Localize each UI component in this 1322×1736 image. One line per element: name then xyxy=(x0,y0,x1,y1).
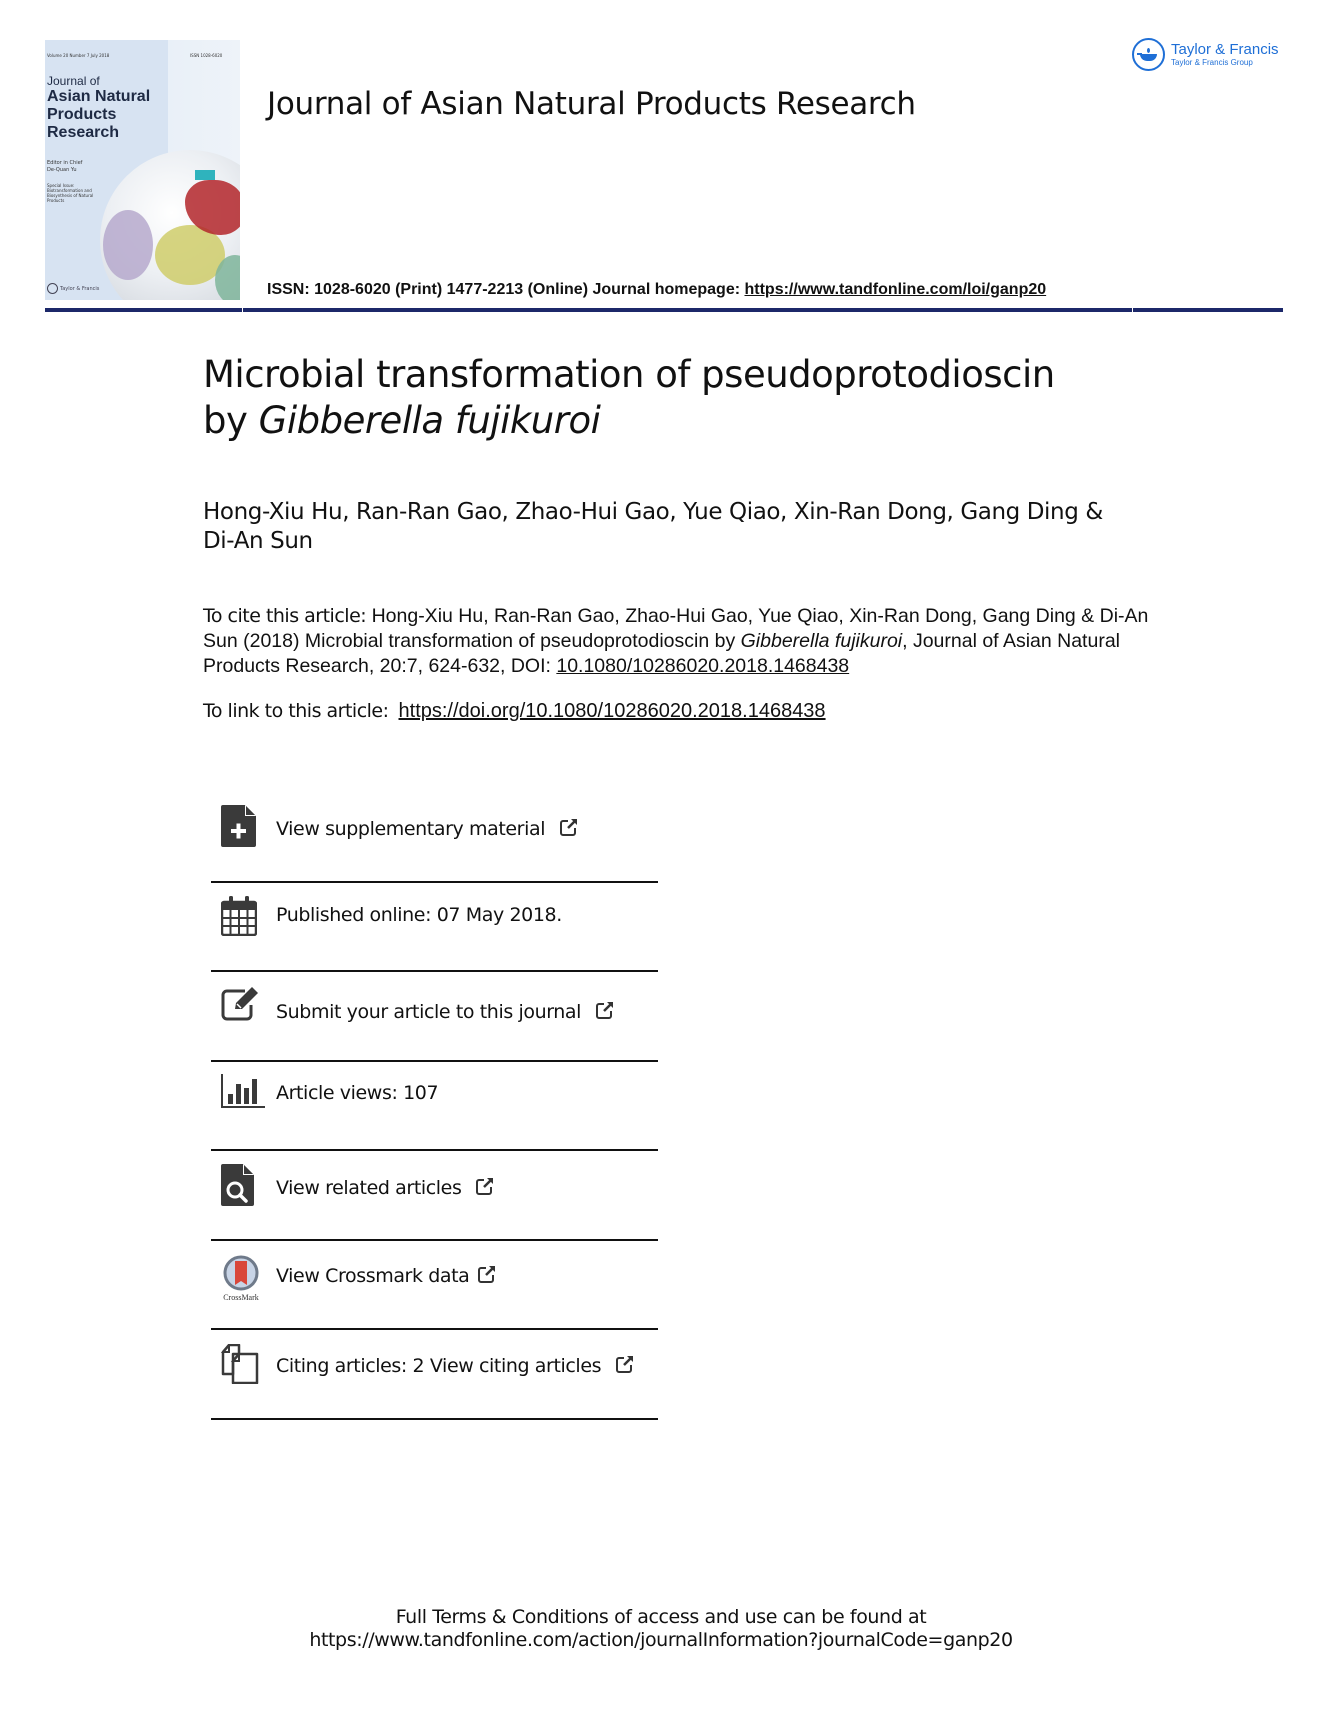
meta-item-views xyxy=(211,1074,658,1124)
external-link-icon xyxy=(615,1354,635,1374)
cover-ligand-cyan xyxy=(195,170,215,180)
publisher-name: Taylor & Francis xyxy=(1171,41,1279,58)
cover-publisher-logo xyxy=(47,283,99,294)
meta-label-text: Submit your article to this journal xyxy=(276,1001,582,1023)
meta-item-related[interactable] xyxy=(211,1164,658,1214)
meta-label-text: View related articles xyxy=(276,1177,462,1199)
meta-label[interactable] xyxy=(276,1176,495,1199)
divider xyxy=(211,881,658,883)
cover-title-line1: Journal of xyxy=(47,74,100,88)
citation-label: To cite this article: xyxy=(203,605,367,627)
cover-editor-label: Editor in Chief xyxy=(47,160,83,166)
rule-gap xyxy=(242,308,243,312)
citation-text-2: , Journal of Asian Natural Products Research, 20:7, 624-632, DOI: xyxy=(203,630,1120,677)
meta-item-citing[interactable] xyxy=(211,1344,658,1394)
external-link-icon xyxy=(559,817,579,837)
cover-publisher-icon xyxy=(47,283,58,294)
cover-editor-name: De-Quan Yu xyxy=(47,167,77,173)
meta-item-submit[interactable] xyxy=(211,985,658,1035)
external-link-icon xyxy=(595,1000,615,1020)
edit-icon xyxy=(221,985,261,1021)
divider xyxy=(211,1418,658,1420)
divider xyxy=(211,1149,658,1151)
article-title-species: Gibberella fujikuroi xyxy=(258,399,601,442)
header-rule xyxy=(45,308,1283,312)
rule-gap xyxy=(1132,308,1133,312)
meta-item-supplementary[interactable] xyxy=(211,805,658,855)
divider xyxy=(211,1328,658,1330)
article-link-label: To link to this article: xyxy=(203,700,389,722)
publisher-group: Taylor & Francis Group xyxy=(1171,58,1253,67)
meta-label-text: View supplementary material xyxy=(276,818,546,840)
meta-item-crossmark[interactable] xyxy=(211,1255,658,1310)
crossmark-icon xyxy=(219,1255,263,1302)
citation-block xyxy=(203,604,1163,679)
divider xyxy=(211,1060,658,1062)
divider xyxy=(211,970,658,972)
external-link-icon xyxy=(475,1176,495,1196)
meta-label-text: Citing articles: 2 View citing articles xyxy=(276,1355,602,1377)
meta-label: Article views: 107 xyxy=(276,1082,439,1104)
journal-title: Journal of Asian Natural Products Research xyxy=(267,86,916,122)
meta-label: Published online: 07 May 2018. xyxy=(276,904,562,926)
lamp-icon xyxy=(1132,38,1165,71)
journal-cover-image xyxy=(45,40,240,300)
journal-homepage-link[interactable]: https://www.tandfonline.com/loi/ganp20 xyxy=(744,281,1047,298)
meta-label-text: View Crossmark data xyxy=(276,1265,470,1287)
cover-editor xyxy=(47,160,82,174)
meta-item-published xyxy=(211,896,658,946)
bar-chart-icon xyxy=(221,1074,265,1108)
calendar-icon xyxy=(221,896,257,936)
terms-footer xyxy=(0,1606,1322,1652)
file-plus-icon xyxy=(221,805,257,847)
copy-files-icon xyxy=(221,1344,259,1384)
article-doi-url[interactable]: https://doi.org/10.1080/10286020.2018.1468438 xyxy=(398,700,826,722)
cover-protein-purple xyxy=(103,210,153,280)
article-authors: Hong-Xiu Hu, Ran-Ran Gao, Zhao-Hui Gao, Yue Qiao, Xin-Ran Dong, Gang Ding & Di-An Sun xyxy=(203,499,1103,554)
cover-issn: ISSN 1028-6020 xyxy=(190,53,223,58)
issn-line xyxy=(267,281,1046,299)
terms-url[interactable]: https://www.tandfonline.com/action/journalInformation?journalCode=ganp20 xyxy=(309,1629,1013,1651)
cover-volume: Volume 20 Number 7 July 2018 xyxy=(47,53,110,58)
cover-special-issue: Special Issue: Biotransformation and Biosynthesis of Natural Products xyxy=(47,183,94,203)
article-title-main: Microbial transformation of pseudoprotodioscin xyxy=(203,353,1055,396)
cover-title-line2: Asian Natural Products Research xyxy=(47,88,151,141)
publisher-logo[interactable] xyxy=(1132,38,1279,71)
meta-label[interactable] xyxy=(276,1000,615,1023)
divider xyxy=(211,1239,658,1241)
citation-text-1: Hong-Xiu Hu, Ran-Ran Gao, Zhao-Hui Gao, Yue Qiao, Xin-Ran Dong, Gang Ding & Di-An Sun (2018) Microbial transformation of pseudoprotodioscin by xyxy=(203,605,1149,652)
article-title xyxy=(203,352,1103,444)
meta-label[interactable] xyxy=(276,1354,635,1377)
meta-label[interactable] xyxy=(276,817,579,840)
article-title-by: by xyxy=(203,399,259,442)
external-link-icon xyxy=(477,1264,497,1284)
article-link-line xyxy=(203,698,826,723)
file-search-icon xyxy=(221,1164,255,1206)
meta-label[interactable] xyxy=(276,1264,497,1287)
crossmark-badge xyxy=(223,1255,259,1291)
citation-doi-link[interactable]: 10.1080/10286020.2018.1468438 xyxy=(556,655,850,677)
citation-species: Gibberella fujikuroi xyxy=(740,630,903,652)
cover-publisher-name: Taylor & Francis xyxy=(60,285,100,292)
crossmark-caption: CrossMark xyxy=(223,1293,259,1302)
issn-text: ISSN: 1028-6020 (Print) 1477-2213 (Online) Journal homepage: xyxy=(267,281,745,298)
terms-line: Full Terms & Conditions of access and use can be found at xyxy=(395,1606,927,1628)
